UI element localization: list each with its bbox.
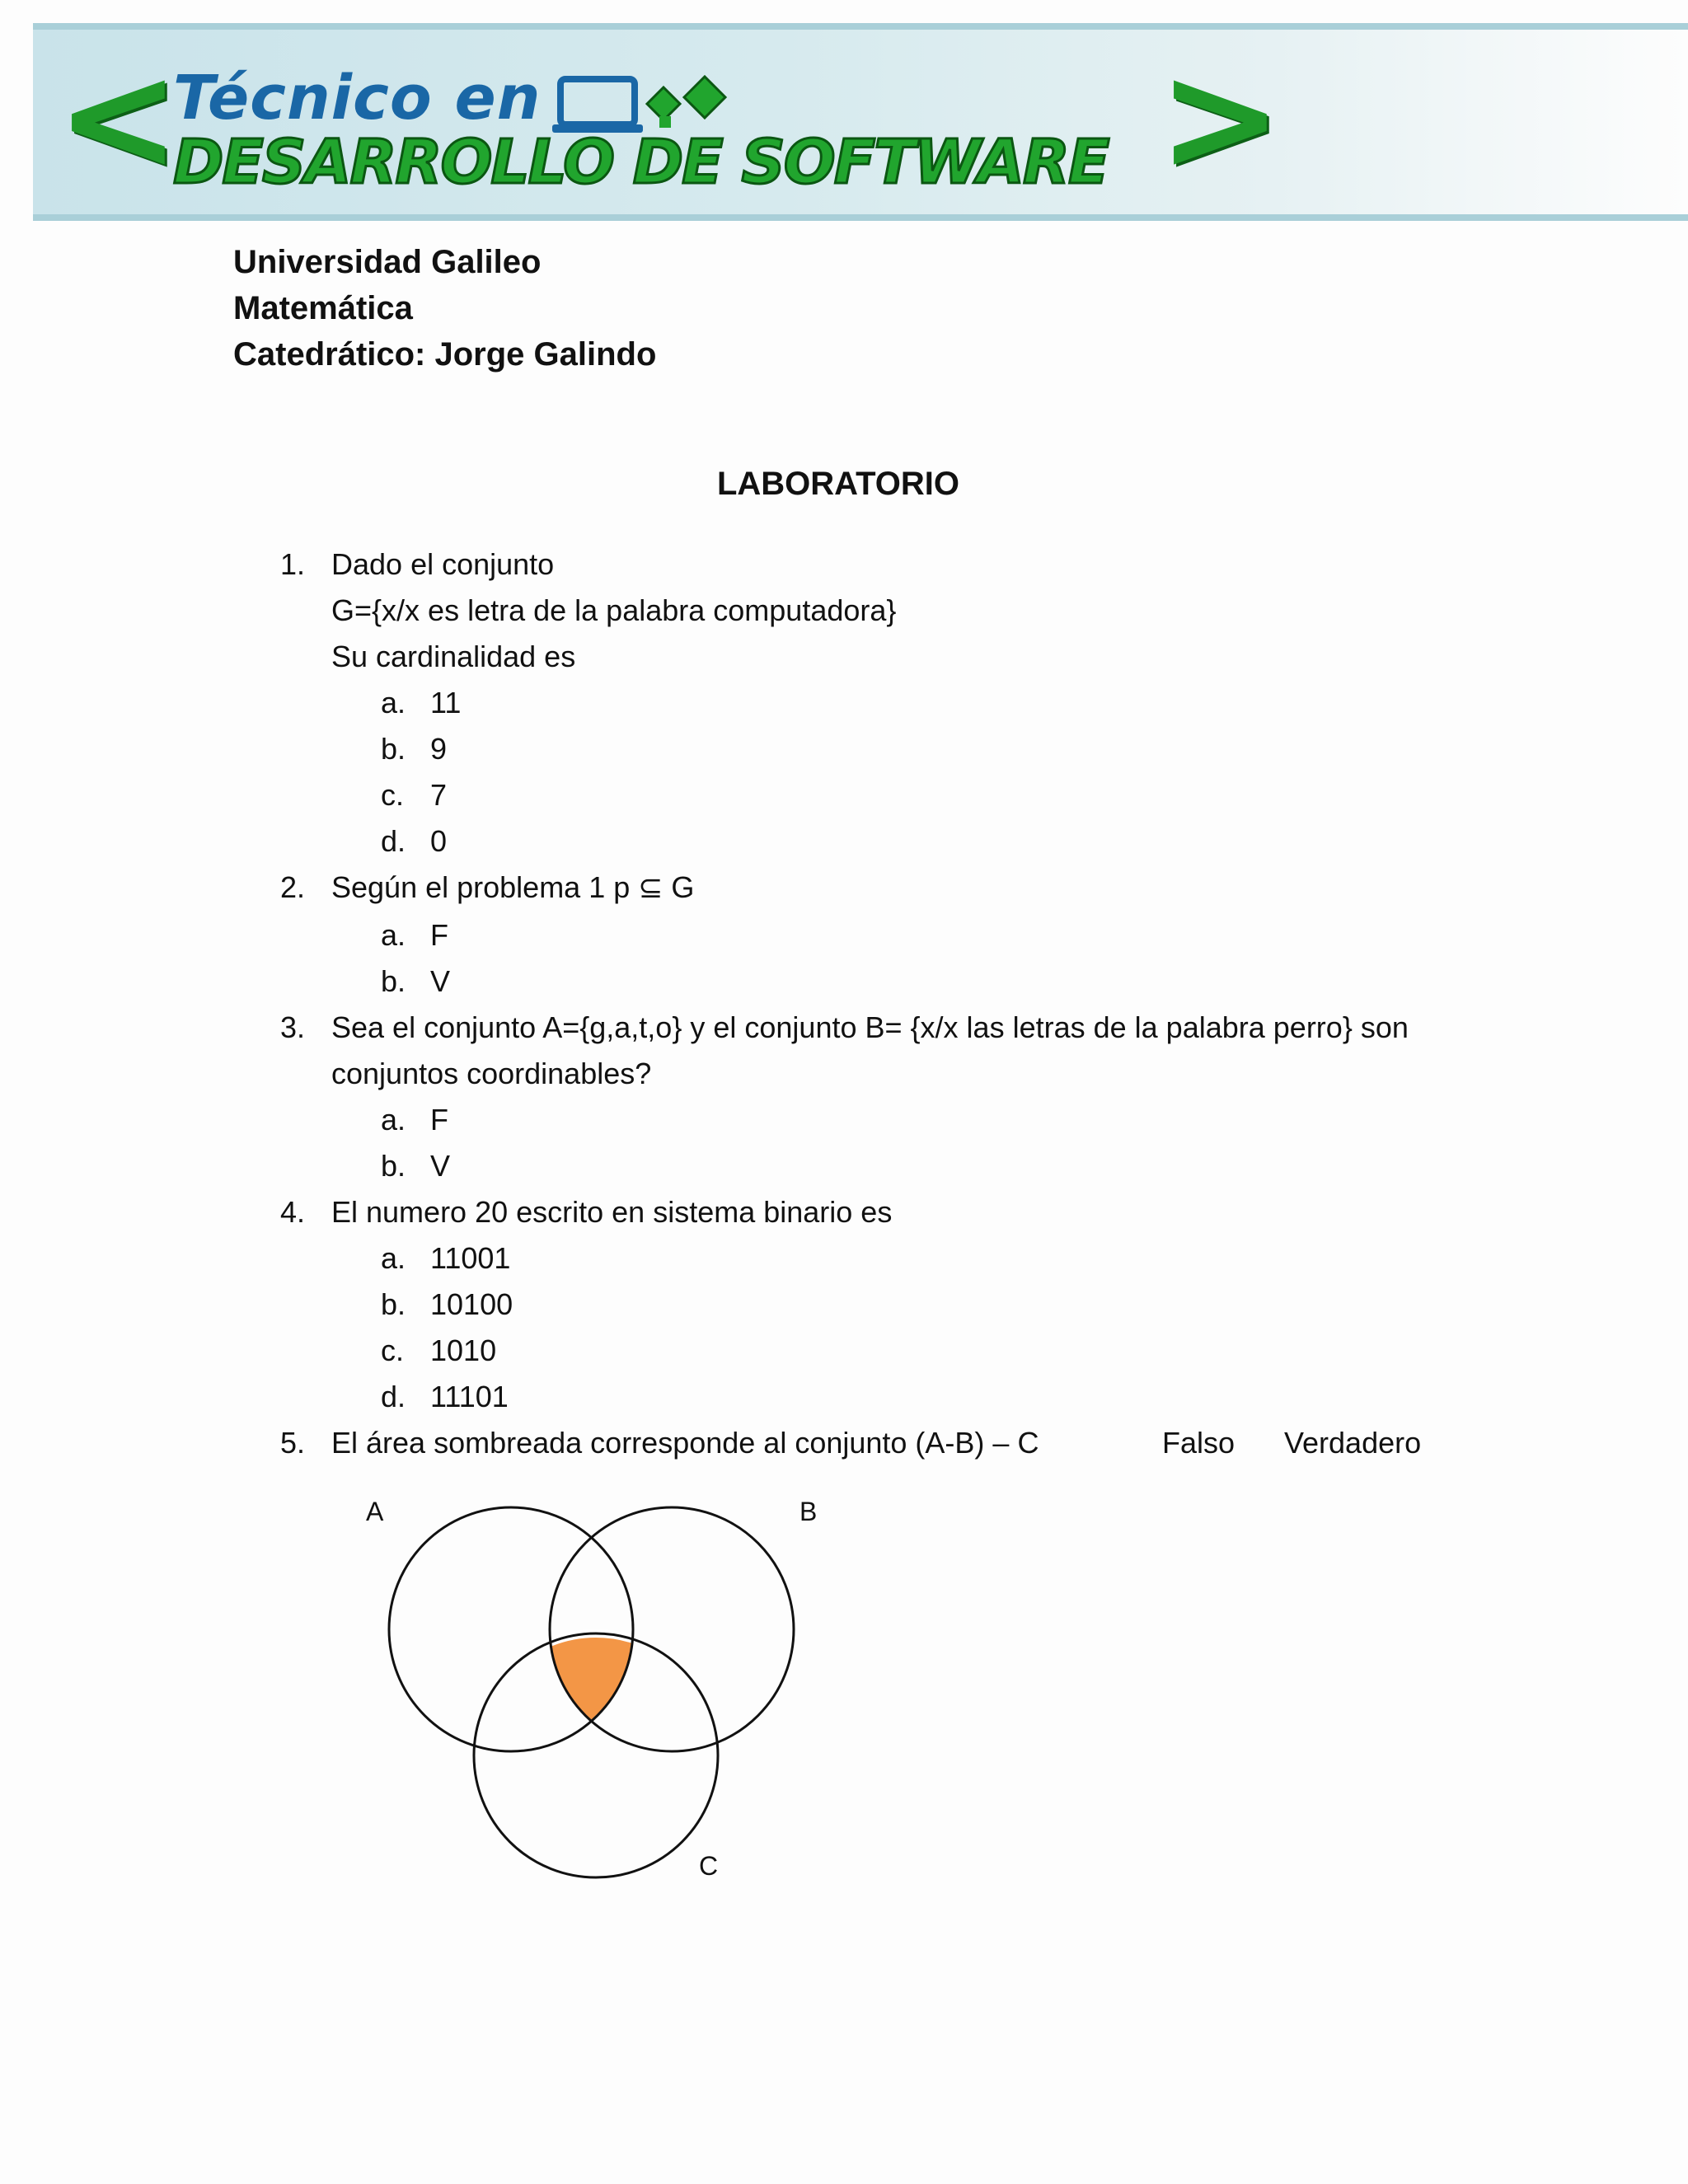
option-letter: a.: [381, 1241, 406, 1275]
option-letter: b.: [381, 964, 406, 998]
question-line: conjuntos coordinables?: [331, 1057, 652, 1090]
option-text: V: [430, 1149, 451, 1183]
question-number: 1.: [280, 547, 306, 581]
set-label-c: C: [699, 1851, 719, 1881]
circle-a: [389, 1507, 633, 1751]
question-line: El numero 20 escrito en sistema binario es: [331, 1195, 893, 1229]
set-label-b: B: [799, 1497, 818, 1526]
option-text: 1010: [430, 1333, 497, 1367]
question-line: Su cardinalidad es: [331, 640, 576, 673]
question-line: El área sombreada corresponde al conjunto (A-B) – C: [331, 1426, 1039, 1460]
option-text: 0: [430, 824, 448, 858]
option-letter: a.: [381, 1103, 406, 1137]
question-line: Según el problema 1 p ⊆ G: [331, 870, 695, 904]
option-letter: b.: [381, 1287, 406, 1321]
option-text: V: [430, 964, 451, 998]
course-name: Matemática: [233, 290, 413, 326]
option-letter: c.: [381, 778, 405, 812]
professor-name: Catedrático: Jorge Galindo: [233, 336, 657, 373]
answer-true: Verdadero: [1284, 1426, 1422, 1460]
set-label-a: A: [366, 1497, 384, 1526]
circle-b: [550, 1507, 794, 1751]
question-number: 3.: [280, 1010, 306, 1044]
option-text: 11101: [430, 1380, 509, 1413]
question-line: G={x/x es letra de la palabra computadora}: [331, 593, 897, 627]
option-text: 11: [430, 686, 462, 719]
option-text: F: [430, 918, 448, 952]
option-letter: b.: [381, 1149, 406, 1183]
answer-false: Falso: [1162, 1426, 1236, 1460]
left-chevron-icon: <: [56, 32, 181, 204]
option-text: F: [430, 1103, 448, 1137]
option-letter: a.: [381, 918, 406, 952]
option-text: 10100: [430, 1287, 513, 1321]
banner-title-line2: DESARROLLO DE SOFTWARE: [173, 127, 1109, 198]
university-name: Universidad Galileo: [233, 244, 542, 280]
page-title: LABORATORIO: [716, 466, 960, 502]
question-line: Dado el conjunto: [331, 547, 555, 581]
question-number: 2.: [280, 870, 306, 904]
option-letter: b.: [381, 732, 406, 766]
option-text: 7: [430, 778, 448, 812]
question-number: 4.: [280, 1195, 306, 1229]
option-text: 11001: [430, 1241, 511, 1275]
right-chevron-icon: >: [1158, 32, 1282, 204]
question-line: Sea el conjunto A={g,a,t,o} y el conjunto B= {x/x las letras de la palabra perro} son: [331, 1010, 1409, 1044]
option-letter: a.: [381, 686, 406, 719]
option-text: 9: [430, 732, 448, 766]
banner-title-line1: Técnico en: [173, 63, 542, 134]
question-number: 5.: [280, 1426, 306, 1460]
option-letter: c.: [381, 1333, 405, 1367]
option-letter: d.: [381, 824, 406, 858]
option-letter: d.: [381, 1380, 406, 1413]
